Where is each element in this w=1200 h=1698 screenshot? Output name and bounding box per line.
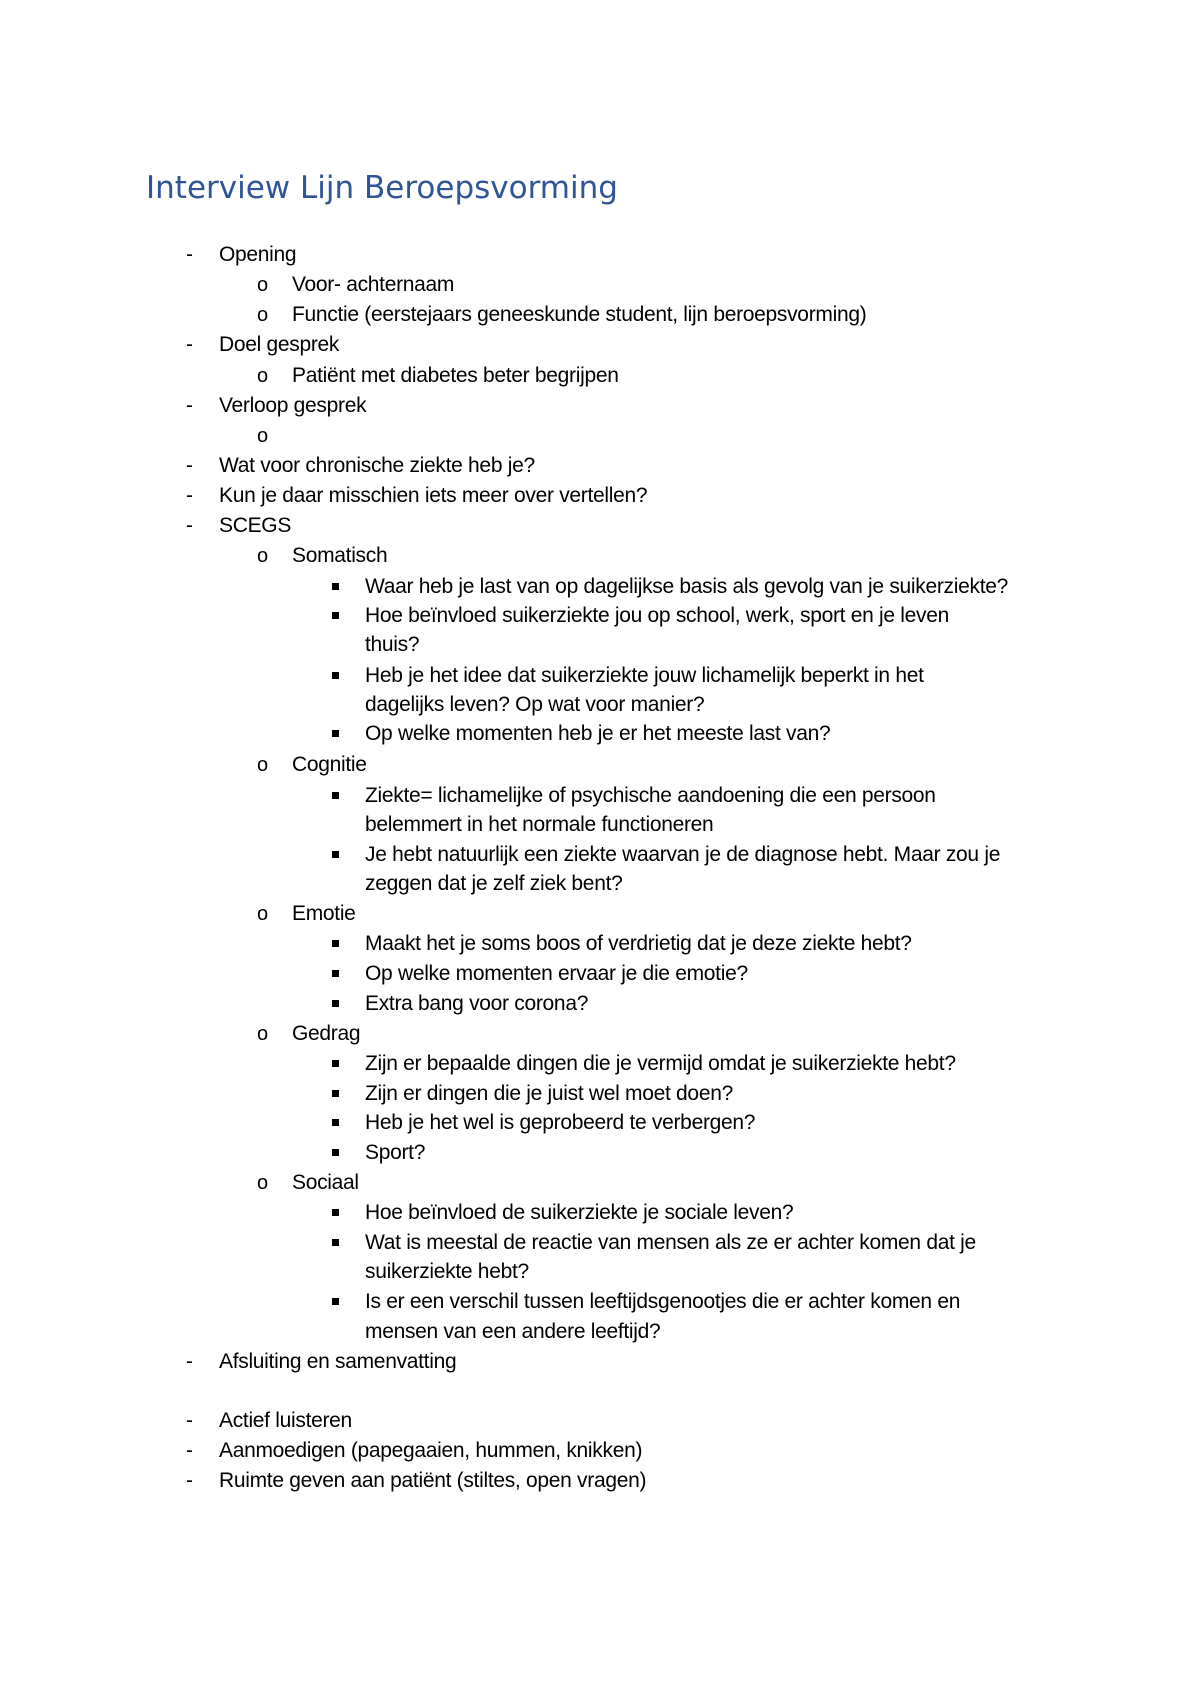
square-bullet-icon xyxy=(332,1298,339,1305)
circle-bullet-icon: o xyxy=(257,425,268,447)
list-item-text: Wat voor chronische ziekte heb je? xyxy=(219,454,535,477)
list-item-text: Cognitie xyxy=(292,753,367,776)
square-bullet-icon xyxy=(332,1209,339,1216)
square-bullet-icon xyxy=(332,792,339,799)
dash-bullet-icon: - xyxy=(186,333,193,356)
list-item-text: Functie (eerstejaars geneeskunde student, lijn beroepsvorming) xyxy=(292,303,867,326)
list-item-text: Sociaal xyxy=(292,1171,359,1194)
list-item-text: Hoe beïnvloed de suikerziekte je sociale leven? xyxy=(365,1201,794,1224)
list-item-text: Heb je het wel is geprobeerd te verbergen? xyxy=(365,1111,756,1134)
list-item-text: thuis? xyxy=(365,633,420,656)
square-bullet-icon xyxy=(332,583,339,590)
dash-bullet-icon: - xyxy=(186,243,193,266)
list-item-text: Doel gesprek xyxy=(219,333,340,356)
square-bullet-icon xyxy=(332,851,339,858)
dash-bullet-icon: - xyxy=(186,394,193,417)
list-item-text: Hoe beïnvloed suikerziekte jou op school, werk, sport en je leven xyxy=(365,604,950,627)
list-item-text: Gedrag xyxy=(292,1022,361,1045)
circle-bullet-icon: o xyxy=(257,1172,268,1194)
list-item-text: Ziekte= lichamelijke of psychische aandoening die een persoon xyxy=(365,784,936,807)
circle-bullet-icon: o xyxy=(257,365,268,387)
dash-bullet-icon: - xyxy=(186,454,193,477)
list-item-text: suikerziekte hebt? xyxy=(365,1260,529,1283)
document-title: Interview Lijn Beroepsvorming xyxy=(146,170,618,206)
list-item-text: mensen van een andere leeftijd? xyxy=(365,1320,661,1343)
list-item-text: Waar heb je last van op dagelijkse basis als gevolg van je suikerziekte? xyxy=(365,575,1008,598)
list-item-text: Voor- achternaam xyxy=(292,273,455,296)
list-item-text: Afsluiting en samenvatting xyxy=(219,1350,457,1373)
list-item-text: Actief luisteren xyxy=(219,1409,352,1432)
circle-bullet-icon: o xyxy=(257,1023,268,1045)
list-item-text: Op welke momenten heb je er het meeste last van? xyxy=(365,722,831,745)
list-item-text: Je hebt natuurlijk een ziekte waarvan je de diagnose hebt. Maar zou je xyxy=(365,843,1001,866)
dash-bullet-icon: - xyxy=(186,514,193,537)
dash-bullet-icon: - xyxy=(186,484,193,507)
list-item-text: dagelijks leven? Op wat voor manier? xyxy=(365,693,705,716)
list-item-text: belemmert in het normale functioneren xyxy=(365,813,714,836)
list-item-text: Maakt het je soms boos of verdrietig dat je deze ziekte hebt? xyxy=(365,932,912,955)
square-bullet-icon xyxy=(332,730,339,737)
list-item-text: Somatisch xyxy=(292,544,388,567)
list-item-text: Patiënt met diabetes beter begrijpen xyxy=(292,364,619,387)
list-item-text: Aanmoedigen (papegaaien, hummen, knikken) xyxy=(219,1439,643,1462)
dash-bullet-icon: - xyxy=(186,1469,193,1492)
list-item-text: Extra bang voor corona? xyxy=(365,992,589,1015)
square-bullet-icon xyxy=(332,612,339,619)
list-item-text: Zijn er bepaalde dingen die je vermijd omdat je suikerziekte hebt? xyxy=(365,1052,956,1075)
square-bullet-icon xyxy=(332,1119,339,1126)
list-item-text: Emotie xyxy=(292,902,356,925)
list-item-text: zeggen dat je zelf ziek bent? xyxy=(365,872,623,895)
square-bullet-icon xyxy=(332,1239,339,1246)
dash-bullet-icon: - xyxy=(186,1409,193,1432)
circle-bullet-icon: o xyxy=(257,304,268,326)
square-bullet-icon xyxy=(332,970,339,977)
square-bullet-icon xyxy=(332,1149,339,1156)
square-bullet-icon xyxy=(332,672,339,679)
list-item-text: Opening xyxy=(219,243,297,266)
list-item-text: Zijn er dingen die je juist wel moet doen? xyxy=(365,1082,733,1105)
dash-bullet-icon: - xyxy=(186,1439,193,1462)
list-item-text: Is er een verschil tussen leeftijdsgenootjes die er achter komen en xyxy=(365,1290,961,1313)
square-bullet-icon xyxy=(332,940,339,947)
dash-bullet-icon: - xyxy=(186,1350,193,1373)
list-item-text: Kun je daar misschien iets meer over vertellen? xyxy=(219,484,648,507)
list-item-text: Op welke momenten ervaar je die emotie? xyxy=(365,962,748,985)
circle-bullet-icon: o xyxy=(257,274,268,296)
circle-bullet-icon: o xyxy=(257,903,268,925)
square-bullet-icon xyxy=(332,1060,339,1067)
list-item-text: Sport? xyxy=(365,1141,426,1164)
list-item-text: Heb je het idee dat suikerziekte jouw lichamelijk beperkt in het xyxy=(365,664,924,687)
list-item-text: Ruimte geven aan patiënt (stiltes, open vragen) xyxy=(219,1469,647,1492)
list-item-text: Verloop gesprek xyxy=(219,394,367,417)
list-item-text: Wat is meestal de reactie van mensen als ze er achter komen dat je xyxy=(365,1231,976,1254)
circle-bullet-icon: o xyxy=(257,545,268,567)
list-item-text: SCEGS xyxy=(219,514,292,537)
square-bullet-icon xyxy=(332,1000,339,1007)
circle-bullet-icon: o xyxy=(257,754,268,776)
square-bullet-icon xyxy=(332,1090,339,1097)
